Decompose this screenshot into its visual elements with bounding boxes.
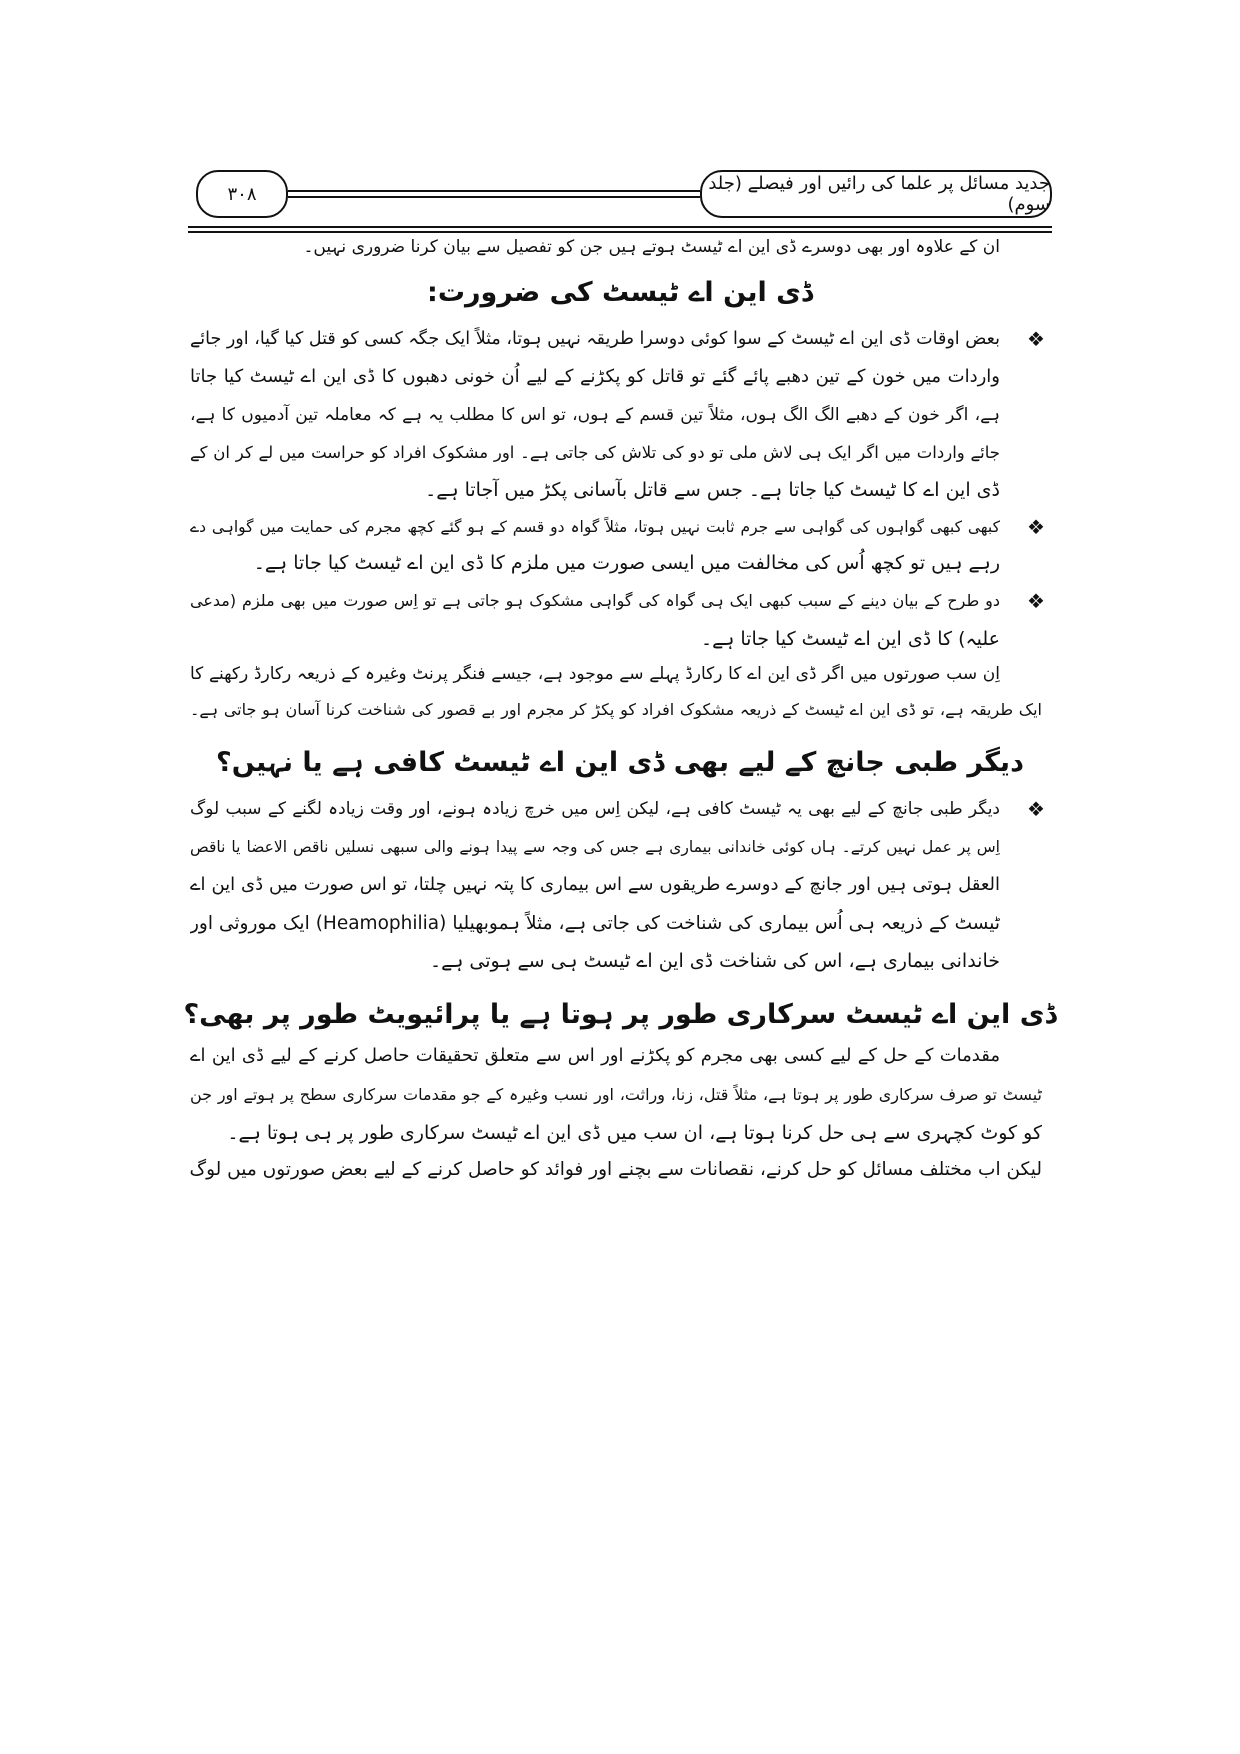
paragraph-line: کو کوٹ کچہری سے ہی حل کرنا ہوتا ہے، ان سب میں ڈی این اے ٹیسٹ سرکاری طور پر ہی ہوتا ہے۔ [227, 1122, 1042, 1144]
bullet-icon: ❖ [1027, 589, 1045, 613]
bullet-line: دیگر طبی جانچ کے لیے بھی یہ ٹیسٹ کافی ہے، لیکن اِس میں خرچ زیادہ ہونے، اور وقت زیادہ لگنے کے سبب لوگ [190, 799, 1000, 819]
header-divider [188, 226, 1052, 228]
bullet-line: ٹیسٹ کے ذریعہ ہی اُس بیماری کی شناخت کی جاتی ہے، مثلاً ہموبھیلیا (Heamophilia) ایک موروثی اور [190, 913, 1000, 934]
bullet-icon: ❖ [1027, 515, 1045, 539]
bullet-line: رہے ہیں تو کچھ اُس کی مخالفت میں ایسی صورت میں ملزم کا ڈی این اے ٹیسٹ کیا جاتا ہے۔ [253, 552, 1000, 574]
bullet-line: کبھی کبھی گواہوں کی گواہی سے جرم ثابت نہیں ہوتا، مثلاً گواہ دو قسم کے ہو گئے کچھ مجرم کی حمایت میں گواہی دے [190, 518, 1000, 536]
section-heading: ڈی این اے ٹیسٹ کی ضرورت: [427, 277, 813, 308]
paragraph-line: ایک طریقہ ہے، تو ڈی این اے ٹیسٹ کے ذریعہ مشکوک افراد کو پکڑ کر مجرم اور بے قصور کی شناخت کرنا آسان ہو جاتی ہے۔ [190, 700, 1042, 719]
bullet-line: واردات میں خون کے تین دھبے پائے گئے تو قاتل کو پکڑنے کے لیے اُن خونی دھبوں کا ڈی این اے ٹیسٹ کیا جاتا [190, 366, 1000, 387]
bullet-line: جائے واردات میں اگر ایک ہی لاش ملی تو دو کی تلاش کی جاتی ہے۔ اور مشکوک افراد کو حراست میں لے کر ان کے [190, 443, 1000, 462]
page-number [196, 170, 288, 218]
section-heading: ڈی این اے ٹیسٹ سرکاری طور پر ہوتا ہے یا پرائیویٹ طور پر بھی؟ [183, 999, 1057, 1030]
bullet-line: خاندانی بیماری ہے، اس کی شناخت ڈی این اے ٹیسٹ ہی سے ہوتی ہے۔ [429, 950, 1000, 972]
bullet-line: بعض اوقات ڈی این اے ٹیسٹ کے سوا کوئی دوسرا طریقہ نہیں ہوتا، مثلاً ایک جگہ کسی کو قتل کیا گیا، اور جائے [190, 329, 1000, 349]
book-title: جدید مسائل پر علما کی رائیں اور فیصلے (جلد سوم) [708, 173, 1050, 215]
header-rule [288, 196, 700, 198]
paragraph-line: لیکن اب مختلف مسائل کو حل کرنے، نقصانات سے بچنے اور فوائد کو حاصل کرنے کے لیے بعض صورتوں میں لوگ [190, 1159, 1042, 1180]
page-number-text: ۳۰۸ [227, 183, 257, 205]
bullet-line: ہے، اگر خون کے دھبے الگ الگ ہوں، مثلاً تین قسم کے ہوں، تو اس کا مطلب یہ ہے کہ معاملہ تین آدمیوں کا ہے، [190, 405, 1000, 425]
bullet-line: ڈی این اے کا ٹیسٹ کیا جاتا ہے۔ جس سے قاتل بآسانی پکڑ میں آجاتا ہے۔ [425, 479, 1000, 501]
bullet-icon: ❖ [1027, 327, 1045, 351]
header-rule [288, 190, 700, 192]
paragraph-line: ٹیسٹ تو صرف سرکاری طور پر ہوتا ہے، مثلاً قتل، زنا، وراثت، اور نسب وغیرہ کے جو مقدمات سرکاری سطح پر ہوتے اور جن [190, 1085, 1042, 1104]
bullet-icon: ❖ [1027, 797, 1045, 821]
paragraph-line: مقدمات کے حل کے لیے کسی بھی مجرم کو پکڑنے اور اس سے متعلق تحقیقات حاصل کرنے کے لیے ڈی این اے [190, 1045, 1000, 1066]
bullet-line: علیہ) کا ڈی این اے ٹیسٹ کیا جاتا ہے۔ [700, 628, 1000, 650]
bullet-line: العقل ہوتی ہیں اور جانچ کے دوسرے طریقوں سے اس بیماری کا پتہ نہیں چلتا، تو اس صورت میں ڈی این اے [190, 874, 1000, 895]
intro-text: ان کے علاوہ اور بھی دوسرے ڈی این اے ٹیسٹ ہوتے ہیں جن کو تفصیل سے بیان کرنا ضروری نہیں۔ [303, 237, 1000, 257]
section-heading: دیگر طبی جانچ کے لیے بھی ڈی این اے ٹیسٹ کافی ہے یا نہیں؟ [216, 747, 1024, 778]
bullet-line: اِس پر عمل نہیں کرتے۔ ہاں کوئی خاندانی بیماری ہے جس کی وجہ سے پیدا ہونے والی سبھی نسلیں ناقص الاعضا یا ناقص [190, 838, 1000, 856]
bullet-line: دو طرح کے بیان دینے کے سبب کبھی ایک ہی گواہ کی گواہی مشکوک ہو جاتی ہے تو اِس صورت میں بھی ملزم (مدعی [190, 591, 1000, 610]
paragraph-line: اِن سب صورتوں میں اگر ڈی این اے کا رکارڈ پہلے سے موجود ہے، جیسے فنگر پرنٹ وغیرہ کے ذریعہ رکارڈ رکھنے کا [190, 664, 1000, 684]
running-header-title [700, 170, 1052, 218]
